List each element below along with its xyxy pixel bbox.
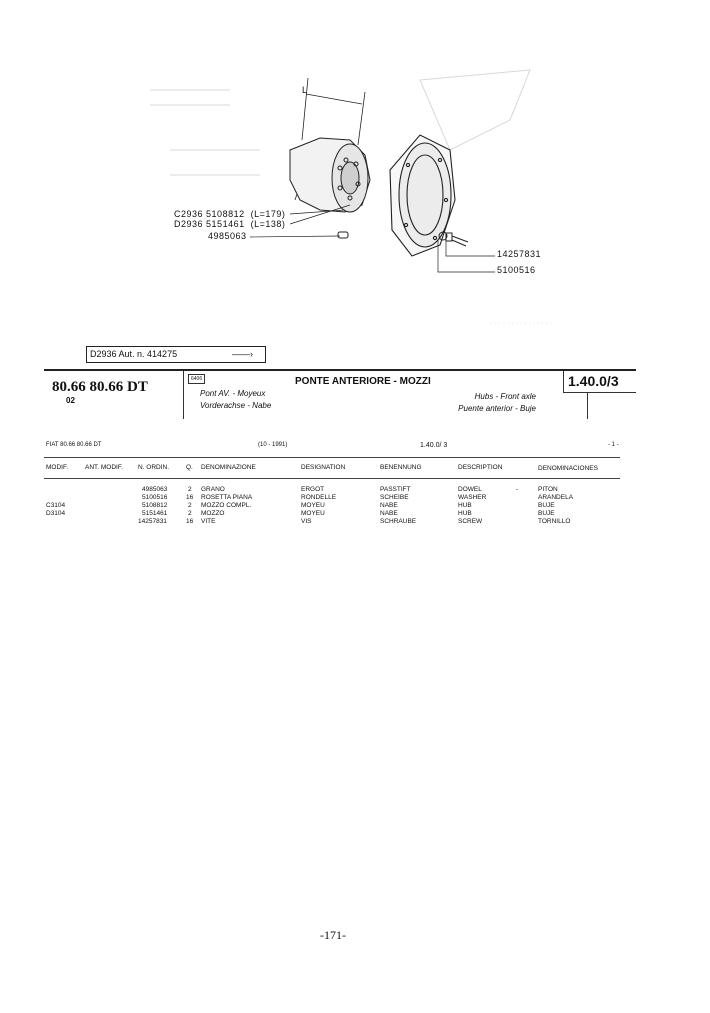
- header-divider-small: [587, 393, 588, 419]
- callout-part: 5108812: [206, 209, 245, 219]
- cell-qty: 16: [186, 494, 194, 501]
- col-header-ant-modif: ANT. MODIF.: [85, 464, 123, 471]
- info-section: 1.40.0/ 3: [420, 442, 448, 449]
- cell-fr: MOYEU: [301, 502, 325, 509]
- col-header-denominaciones: DENOMINACIONES: [538, 465, 598, 472]
- cell-es: TORNILLO: [538, 518, 571, 525]
- cell-qty: 16: [186, 518, 194, 525]
- cell-en: HUB: [458, 502, 472, 509]
- cell-fr: VIS: [301, 518, 312, 525]
- cell-de: NABE: [380, 510, 398, 517]
- cell-de: SCHRAUBE: [380, 518, 417, 525]
- cell-en: HUB: [458, 510, 472, 517]
- cell-ordin: 5151461: [142, 510, 168, 517]
- cell-it: MOZZO: [201, 510, 225, 517]
- cell-en: DOWEL: [458, 486, 482, 493]
- section-title: PONTE ANTERIORE - MOZZI: [295, 376, 431, 387]
- arrow-right-icon: ——›: [232, 349, 253, 359]
- exploded-diagram: [150, 60, 570, 300]
- callout-d2936: [174, 219, 285, 229]
- cell-dash: -: [516, 486, 519, 493]
- model-title: 80.66 80.66 DT: [52, 379, 148, 395]
- cell-it: MOZZO COMPL.: [201, 502, 252, 509]
- title-fr: Pont AV. - Moyeux: [200, 389, 266, 398]
- cell-en: WASHER: [458, 494, 487, 501]
- callout-4985063: 4985063: [208, 231, 247, 241]
- callout-note: (L=179): [250, 209, 286, 219]
- info-model-ref: FIAT 80.66 80.66 DT: [46, 442, 102, 448]
- col-header-designation: DESIGNATION: [301, 464, 346, 471]
- header-divider-right: [563, 371, 564, 393]
- info-page-no: - 1 -: [608, 442, 619, 448]
- cell-es: ARANDELA: [538, 494, 574, 501]
- dimension-label: L: [302, 85, 308, 95]
- cell-qty: 2: [188, 486, 192, 493]
- table-row: [0, 518, 700, 526]
- cell-de: SCHEIBE: [380, 494, 409, 501]
- cell-es: BUJE: [538, 502, 555, 509]
- table-row: [0, 494, 700, 502]
- col-header-denominazione: DENOMINAZIONE: [201, 464, 256, 471]
- callout-code: D2936: [174, 219, 204, 229]
- col-header-description: DESCRIPTION: [458, 464, 503, 471]
- cell-it: GRANO: [201, 486, 225, 493]
- cell-ordin: 14257831: [138, 518, 167, 525]
- table-row: [0, 502, 700, 510]
- cell-de: NABE: [380, 502, 398, 509]
- cell-it: VITE: [201, 518, 216, 525]
- cell-qty: 2: [188, 502, 192, 509]
- cell-it: ROSETTA PIANA: [201, 494, 253, 501]
- cell-modif: D3104: [46, 510, 66, 517]
- title-de: Vorderachse - Nabe: [200, 401, 272, 410]
- info-date-range: (10 - 1991): [258, 442, 288, 448]
- table-header-rule: [44, 478, 620, 479]
- callout-c2936: [174, 209, 285, 219]
- cell-es: PITON: [538, 486, 558, 493]
- cell-modif: C3104: [46, 502, 66, 509]
- cell-qty: 2: [188, 510, 192, 517]
- cell-fr: MOYEU: [301, 510, 325, 517]
- title-en: Hubs - Front axle: [474, 392, 536, 401]
- model-sub-code: 02: [66, 396, 75, 405]
- callout-code: C2936: [174, 209, 204, 219]
- col-header-benennung: BENENNUNG: [380, 464, 422, 471]
- table-row: [0, 486, 700, 494]
- callout-part: 5151461: [206, 219, 245, 229]
- col-header-ordin: N. ORDIN.: [138, 464, 170, 471]
- hub-assembly-drawing: [150, 60, 570, 300]
- reference-text: D2936 Aut. n. 414275: [90, 349, 178, 359]
- cell-en: SCREW: [458, 518, 483, 525]
- reference-box: [86, 346, 266, 363]
- cell-ordin: 5108812: [142, 502, 168, 509]
- col-header-qty: Q.: [186, 464, 193, 471]
- table-top-rule: [44, 457, 620, 458]
- page-code: 1.40.0/3: [568, 373, 619, 389]
- callout-note: (L=138): [250, 219, 286, 229]
- header-divider-left: [183, 371, 184, 419]
- bleed-through-text: · · · · · · · · · · · · · · ·: [490, 320, 553, 327]
- page-number: -171-: [320, 928, 346, 942]
- cell-ordin: 4985063: [142, 486, 168, 493]
- cell-fr: RONDELLE: [301, 494, 337, 501]
- page-code-underline: [563, 392, 636, 393]
- cell-ordin: 5100516: [142, 494, 168, 501]
- header-top-rule: [44, 369, 636, 371]
- col-header-modif: MODIF.: [46, 464, 69, 471]
- cell-de: PASSTIFT: [380, 486, 411, 493]
- callout-14257831: 14257831: [497, 249, 542, 259]
- table-row: [0, 510, 700, 518]
- small-code-box: 6406: [188, 374, 205, 384]
- callout-5100516: 5100516: [497, 265, 536, 275]
- cell-fr: ERGOT: [301, 486, 325, 493]
- cell-es: BUJE: [538, 510, 555, 517]
- title-es: Puente anterior - Buje: [458, 404, 536, 413]
